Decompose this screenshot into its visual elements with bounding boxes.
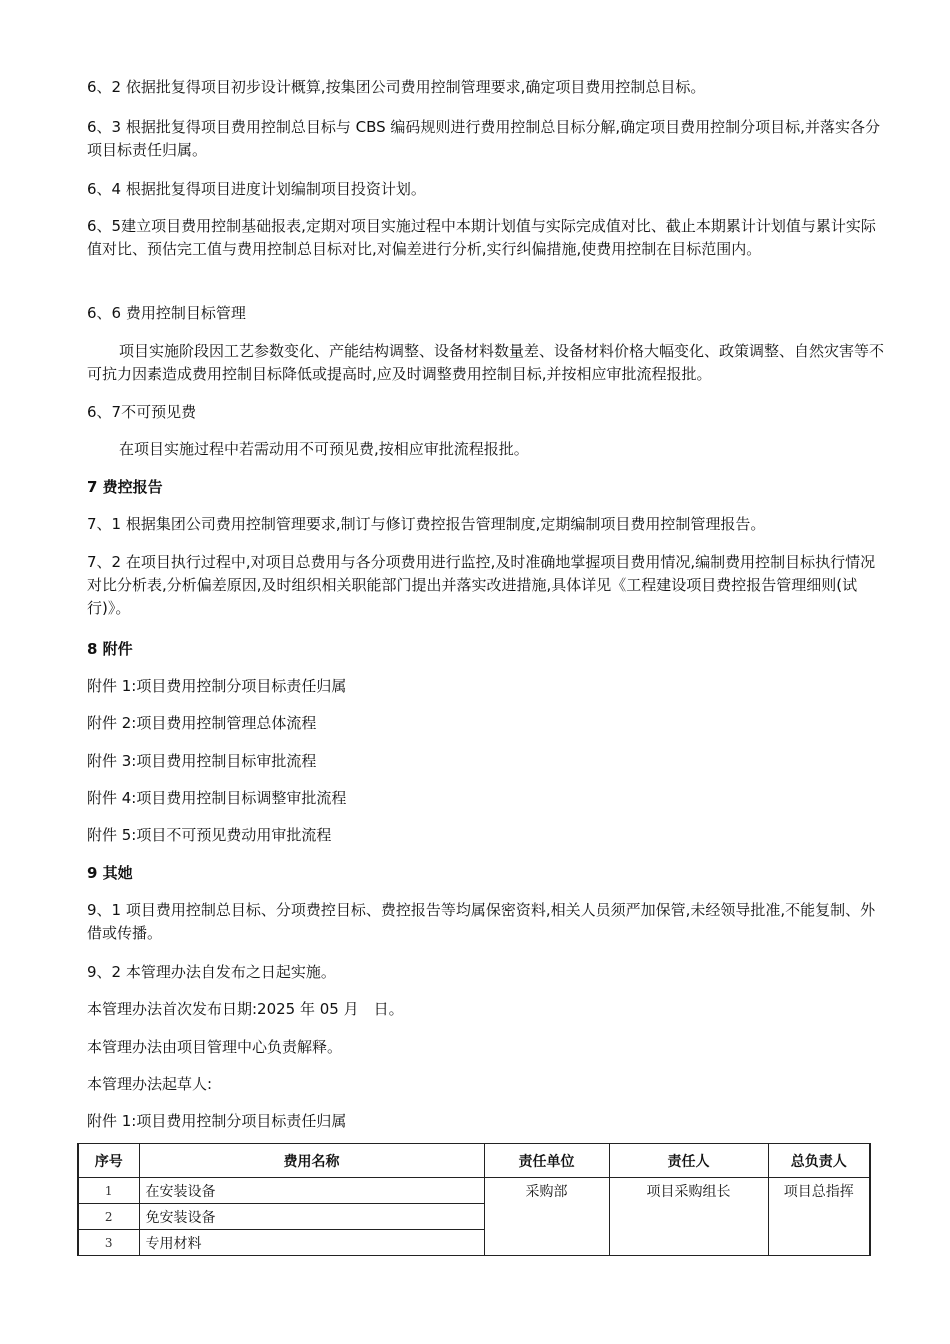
appendix-5-item: 附件 5:项目不可预见费动用审批流程 bbox=[87, 826, 332, 844]
paragraph-9-2: 9、2 本管理办法自发布之日起实施。 bbox=[87, 963, 336, 981]
paragraph-7-2: 7、2 在项目执行过程中,对项目总费用与各分项费用进行监控,及时准确地掌握项目费用情况,编制费用控制目标执行情况对比分析表,分析偏差原因,及时组织相关职能部门提出并落实改进措施,具体详见《工程建设项目费控报告管理细则(试行)》。 bbox=[87, 553, 876, 617]
header-chief: 总负责人 bbox=[768, 1144, 870, 1178]
appendix-4-item: 附件 4:项目费用控制目标调整审批流程 bbox=[87, 789, 347, 807]
interpretation-line: 本管理办法由项目管理中心负责解释。 bbox=[87, 1038, 343, 1056]
section-9-heading: 9 其她 bbox=[87, 864, 133, 882]
responsible-unit-cell: 采购部 bbox=[484, 1178, 609, 1256]
appendix-3-item: 附件 3:项目费用控制目标审批流程 bbox=[87, 752, 317, 770]
drafter-line: 本管理办法起草人: bbox=[87, 1075, 213, 1093]
section-8-heading: 8 附件 bbox=[87, 640, 133, 658]
table-header-row bbox=[78, 1144, 870, 1178]
header-seq: 序号 bbox=[78, 1144, 139, 1178]
paragraph-6-4: 6、4 根据批复得项目进度计划编制项目投资计划。 bbox=[87, 180, 426, 198]
appendix-1-title: 附件 1:项目费用控制分项目标责任归属 bbox=[87, 1112, 347, 1130]
paragraph-6-5: 6、5建立项目费用控制基础报表,定期对项目实施过程中本期计划值与实际完成值对比、截止本期累计计划值与累计实际值对比、预估完工值与费用控制总目标对比,对偏差进行分析,实行纠偏措施,使费用控制在目标范围内。 bbox=[87, 217, 876, 258]
row-seq: 2 bbox=[78, 1204, 139, 1230]
row-cost-name: 在安装设备 bbox=[139, 1178, 484, 1204]
chief-cell: 项目总指挥 bbox=[768, 1178, 870, 1256]
header-cost-name: 费用名称 bbox=[139, 1144, 484, 1178]
paragraph-6-3: 6、3 根据批复得项目费用控制总目标与 CBS 编码规则进行费用控制总目标分解,确定项目费用控制分项目标,并落实各分项目标责任归属。 bbox=[87, 118, 880, 159]
paragraph-6-7-body: 在项目实施过程中若需动用不可预见费,按相应审批流程报批。 bbox=[119, 440, 529, 458]
responsibility-table bbox=[77, 1143, 871, 1256]
row-seq: 1 bbox=[78, 1178, 139, 1204]
row-seq: 3 bbox=[78, 1230, 139, 1256]
row-cost-name: 免安装设备 bbox=[139, 1204, 484, 1230]
row-cost-name: 专用材料 bbox=[139, 1230, 484, 1256]
appendix-2-item: 附件 2:项目费用控制管理总体流程 bbox=[87, 714, 317, 732]
publish-date-line: 本管理办法首次发布日期:2025 年 05 月 日。 bbox=[87, 1000, 404, 1018]
responsible-person-cell: 项目采购组长 bbox=[609, 1178, 768, 1256]
paragraph-6-6-heading: 6、6 费用控制目标管理 bbox=[87, 304, 246, 322]
paragraph-7-1: 7、1 根据集团公司费用控制管理要求,制订与修订费控报告管理制度,定期编制项目费用控制管理报告。 bbox=[87, 515, 766, 533]
appendix-1-item: 附件 1:项目费用控制分项目标责任归属 bbox=[87, 677, 347, 695]
paragraph-6-6-body: 项目实施阶段因工艺参数变化、产能结构调整、设备材料数量差、设备材料价格大幅变化、政策调整、自然灾害等不可抗力因素造成费用控制目标降低或提高时,应及时调整费用控制目标,并按相应审批流程报批。 bbox=[87, 342, 885, 383]
paragraph-6-7-heading: 6、7不可预见费 bbox=[87, 403, 197, 421]
header-responsible-person: 责任人 bbox=[609, 1144, 768, 1178]
paragraph-9-1: 9、1 项目费用控制总目标、分项费控目标、费控报告等均属保密资料,相关人员须严加保管,未经领导批准,不能复制、外借或传播。 bbox=[87, 901, 876, 942]
header-responsible-unit: 责任单位 bbox=[484, 1144, 609, 1178]
table-row bbox=[78, 1178, 870, 1204]
section-7-heading: 7 费控报告 bbox=[87, 478, 163, 496]
paragraph-6-2: 6、2 依据批复得项目初步设计概算,按集团公司费用控制管理要求,确定项目费用控制总目标。 bbox=[87, 78, 706, 96]
